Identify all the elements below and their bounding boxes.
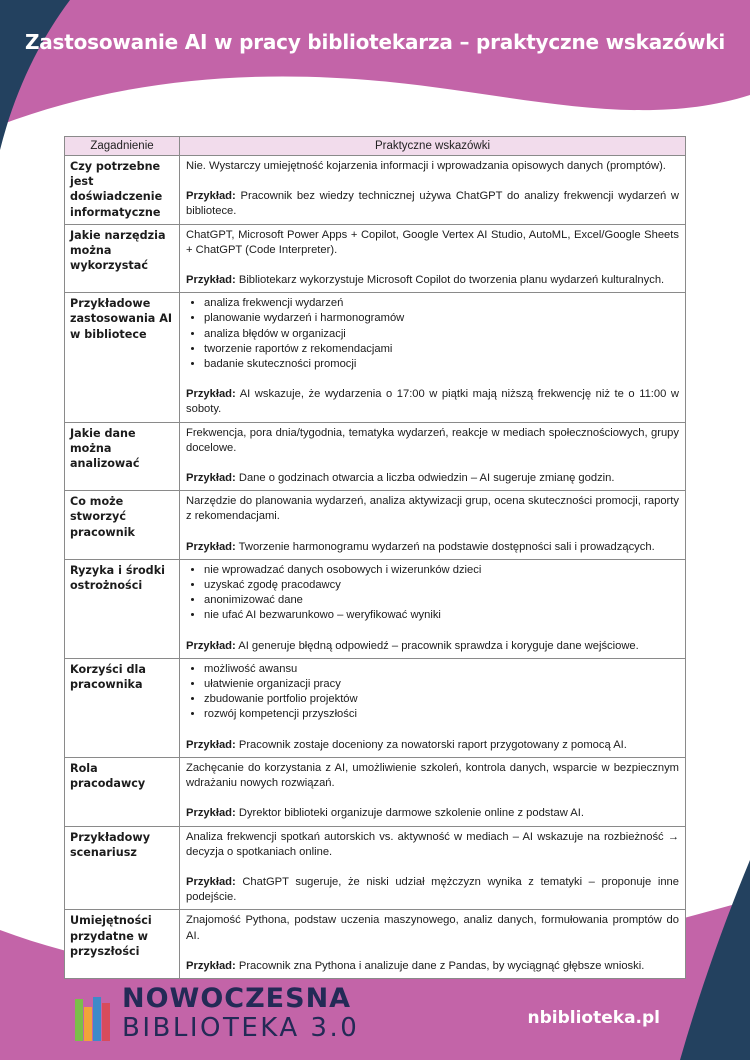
bullet-item: • analiza frekwencji wydarzeń bbox=[204, 296, 679, 311]
example bbox=[186, 273, 679, 288]
example bbox=[186, 959, 679, 974]
bullet-item: • tworzenie raportów z rekomendacjami bbox=[204, 342, 679, 357]
books-logo-icon bbox=[66, 993, 116, 1041]
bullet-item: • możliwość awansu bbox=[204, 662, 679, 677]
row-topic: Ryzyka i środki ostrożności bbox=[65, 559, 180, 658]
row-tips bbox=[180, 757, 686, 826]
row-topic: Jakie dane można analizować bbox=[65, 422, 180, 491]
tips-text: Znajomość Pythona, podstaw uczenia maszynowego, analiz danych, formułowania promptów do AI. bbox=[186, 914, 679, 942]
tips-bullet-list bbox=[186, 563, 679, 624]
tips-table bbox=[64, 136, 686, 979]
row-topic: Korzyści dla pracownika bbox=[65, 658, 180, 757]
row-tips bbox=[180, 156, 686, 225]
table-row bbox=[65, 910, 686, 979]
bullet-item: • badanie skuteczności promocji bbox=[204, 357, 679, 372]
website-link[interactable]: nbiblioteka.pl bbox=[527, 1008, 660, 1028]
example-label: Przykład: bbox=[186, 540, 236, 553]
example-text: Bibliotekarz wykorzystuje Microsoft Copilot do tworzenia planu wydarzeń kulturalnych. bbox=[238, 274, 665, 287]
row-tips bbox=[180, 559, 686, 658]
example-label: Przykład: bbox=[186, 738, 236, 751]
tips-bullet-list bbox=[186, 662, 679, 723]
row-tips bbox=[180, 910, 686, 979]
example bbox=[186, 639, 679, 654]
tips-text: Narzędzie do planowania wydarzeń, analiza aktywizacji grup, ocena skuteczności promocji, raporty z rekomendacjami. bbox=[186, 495, 679, 523]
example-label: Przykład: bbox=[186, 959, 236, 972]
tips-bullet-list bbox=[186, 296, 679, 372]
example-label: Przykład: bbox=[186, 807, 236, 820]
example-label: Przykład: bbox=[186, 472, 236, 485]
table-row bbox=[65, 658, 686, 757]
tips-text: Zachęcanie do korzystania z AI, umożliwienie szkoleń, kontrola danych, wsparcie w bezpiecznym wdrażaniu nowych rozwiązań. bbox=[186, 761, 679, 790]
example-label: Przykład: bbox=[186, 388, 236, 401]
bullet-item: • uzyskać zgodę pracodawcy bbox=[204, 578, 679, 593]
example-label: Przykład: bbox=[186, 639, 236, 652]
example bbox=[186, 738, 679, 753]
bullet-item: • nie ufać AI bezwarunkowo – weryfikować wyniki bbox=[204, 608, 679, 623]
table-row bbox=[65, 422, 686, 491]
table-row bbox=[65, 224, 686, 293]
example-text: Pracownik bez wiedzy technicznej używa ChatGPT do analizy frekwencji wydarzeń w bibliotece. bbox=[186, 190, 680, 218]
example-text: ChatGPT sugeruje, że niski udział mężczyzn wynika z tematyki – proponuje inne podejście. bbox=[186, 875, 679, 904]
example bbox=[186, 387, 679, 417]
table-body bbox=[65, 156, 686, 979]
tips-text: Nie. Wystarczy umiejętność kojarzenia informacji i wprowadzania opisowych danych (promptów). bbox=[186, 160, 666, 172]
page-title: Zastosowanie AI w pracy bibliotekarza – praktyczne wskazówki bbox=[24, 30, 726, 54]
row-topic: Jakie narzędzia można wykorzystać bbox=[65, 224, 180, 293]
top-banner-shape bbox=[0, 0, 750, 125]
row-topic: Czy potrzebne jest doświadczenie informatyczne bbox=[65, 156, 180, 225]
example-label: Przykład: bbox=[186, 190, 236, 203]
bullet-item: • ułatwienie organizacji pracy bbox=[204, 677, 679, 692]
example bbox=[186, 806, 679, 821]
example-text: Dane o godzinach otwarcia a liczba odwiedzin – AI sugeruje zmianę godzin. bbox=[238, 472, 615, 485]
row-topic: Rola pracodawcy bbox=[65, 757, 180, 826]
example-label: Przykład: bbox=[186, 875, 236, 888]
row-tips bbox=[180, 224, 686, 293]
bullet-item: • analiza błędów w organizacji bbox=[204, 327, 679, 342]
logo-line-2: BIBLIOTEKA 3.0 bbox=[122, 1013, 360, 1043]
row-topic: Co może stworzyć pracownik bbox=[65, 491, 180, 560]
example-text: Tworzenie harmonogramu wydarzeń na podstawie dostępności sali i prowadzących. bbox=[238, 540, 655, 553]
bullet-item: • rozwój kompetencji przyszłości bbox=[204, 707, 679, 722]
example-text: Dyrektor biblioteki organizuje darmowe szkolenie online z podstaw AI. bbox=[238, 807, 584, 820]
row-topic: Umiejętności przydatne w przyszłości bbox=[65, 910, 180, 979]
logo bbox=[66, 985, 366, 1045]
tips-text: ChatGPT, Microsoft Power Apps + Copilot, Google Vertex AI Studio, AutoML, Excel/Google Sheets + ChatGPT (Code Interpreter). bbox=[186, 228, 679, 256]
bullet-item: • nie wprowadzać danych osobowych i wizerunków dzieci bbox=[204, 563, 679, 578]
bullet-item: • anonimizować dane bbox=[204, 593, 679, 608]
table-row bbox=[65, 156, 686, 225]
logo-line-1: NOWOCZESNA bbox=[122, 983, 352, 1014]
example-text: AI wskazuje, że wydarzenia o 17:00 w piątki mają niższą frekwencję niż te o 11:00 w soboty. bbox=[186, 388, 679, 416]
row-topic: Przykładowe zastosowania AI w bibliotece bbox=[65, 293, 180, 422]
example-label: Przykład: bbox=[186, 274, 236, 287]
row-tips bbox=[180, 293, 686, 422]
row-topic: Przykładowy scenariusz bbox=[65, 826, 180, 910]
table-row bbox=[65, 559, 686, 658]
header-topic: Zagadnienie bbox=[65, 137, 180, 156]
example bbox=[186, 540, 679, 555]
example-text: Pracownik zna Pythona i analizuje dane z Pandas, by wyciągnąć głębsze wnioski. bbox=[238, 959, 645, 972]
table-row bbox=[65, 293, 686, 422]
table-row bbox=[65, 757, 686, 826]
tips-text: Frekwencja, pora dnia/tygodnia, tematyka wydarzeń, reakcje w mediach społecznościowych, grupy docelowe. bbox=[186, 426, 679, 454]
example bbox=[186, 471, 679, 486]
example bbox=[186, 189, 679, 219]
row-tips bbox=[180, 422, 686, 491]
example bbox=[186, 875, 679, 905]
row-tips bbox=[180, 658, 686, 757]
tips-text: Analiza frekwencji spotkań autorskich vs. aktywność w mediach – AI wskazuje na rozbieżność → decyzja o spotkaniach online. bbox=[186, 830, 679, 858]
table-row bbox=[65, 491, 686, 560]
bullet-item: • planowanie wydarzeń i harmonogramów bbox=[204, 311, 679, 326]
row-tips bbox=[180, 491, 686, 560]
example-text: AI generuje błędną odpowiedź – pracownik sprawdza i koryguje dane wejściowe. bbox=[238, 639, 639, 652]
header-tips: Praktyczne wskazówki bbox=[180, 137, 686, 156]
bullet-item: • zbudowanie portfolio projektów bbox=[204, 692, 679, 707]
table-row bbox=[65, 826, 686, 910]
table-header-row bbox=[65, 137, 686, 156]
row-tips bbox=[180, 826, 686, 910]
example-text: Pracownik zostaje doceniony za nowatorski raport przygotowany z pomocą AI. bbox=[238, 738, 627, 751]
